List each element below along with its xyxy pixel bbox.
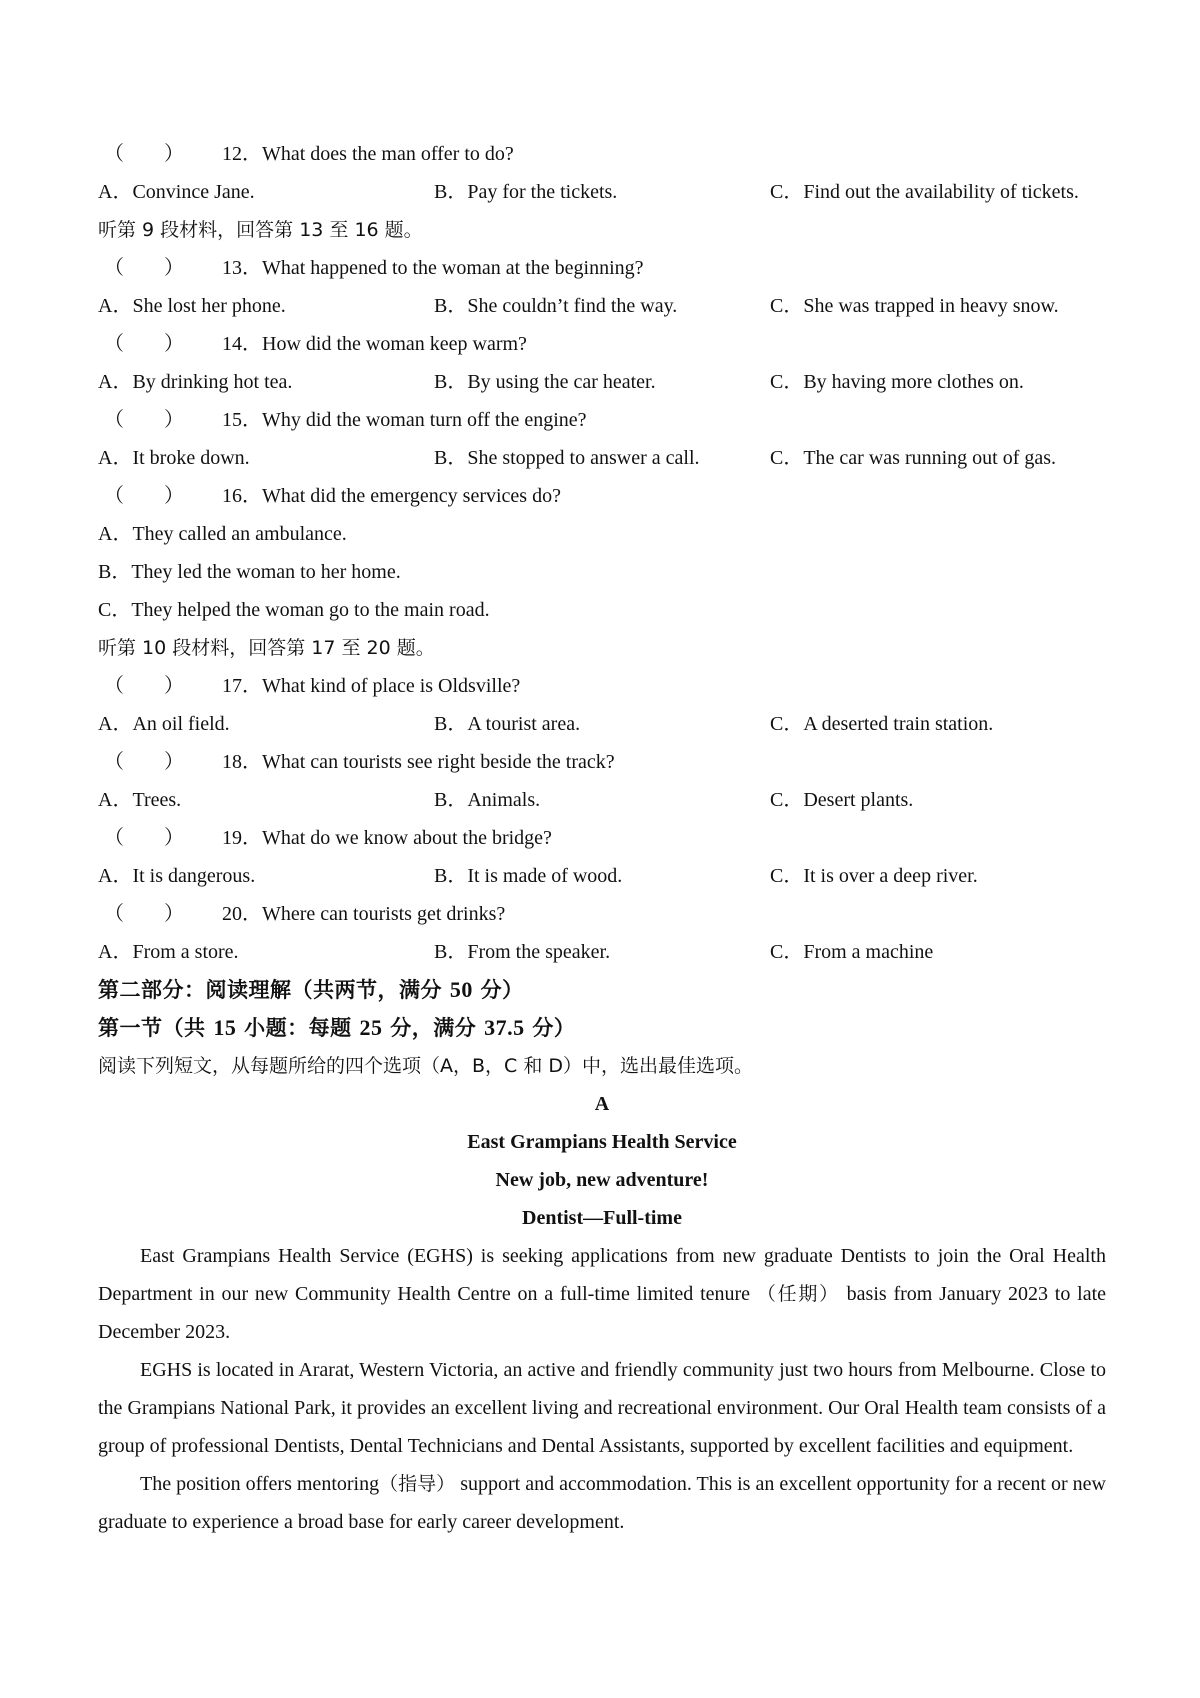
- option-b[interactable]: B．They led the woman to her home.: [98, 561, 401, 583]
- option-a[interactable]: A．They called an ambulance.: [98, 523, 347, 545]
- question-stem: 20．Where can tourists get drinks?: [222, 903, 506, 925]
- heading-text: 分）: [524, 1016, 576, 1040]
- option-c[interactable]: C．By having more clothes on.: [770, 371, 1024, 393]
- question-stem: 19．What do we know about the bridge?: [222, 827, 552, 849]
- gloss: （指导）: [379, 1473, 456, 1495]
- option-a[interactable]: A．By drinking hot tea.: [98, 371, 293, 393]
- option-b[interactable]: B．A tourist area.: [434, 713, 581, 735]
- option-c[interactable]: C．From a machine: [770, 941, 934, 963]
- question-stem: 14．How did the woman keep warm?: [222, 333, 527, 355]
- paragraph-text: East Grampians Health Service (EGHS) is seeking applications from new graduate Dentists to join the Oral Health Department in our new Community Health Centre on a full-time limited tenure: [98, 1245, 1106, 1305]
- question-12: [98, 135, 1106, 173]
- section-10-instruction: 听第 10 段材料，回答第 17 至 20 题。: [98, 637, 435, 659]
- heading-text: 第二部分：阅读理解（共两节，满分: [98, 978, 450, 1002]
- options-12: [98, 173, 1106, 211]
- option-b[interactable]: B．From the speaker.: [434, 941, 611, 963]
- gloss: （任期）: [756, 1283, 840, 1305]
- question-19: [98, 819, 1106, 857]
- question-stem: 15．Why did the woman turn off the engine?: [222, 409, 587, 431]
- answer-blank[interactable]: （ ）: [104, 333, 184, 355]
- option-a[interactable]: A．An oil field.: [98, 713, 230, 735]
- answer-blank[interactable]: （ ）: [104, 675, 184, 697]
- option-c[interactable]: C．They helped the woman go to the main road.: [98, 599, 490, 621]
- option-c[interactable]: C．The car was running out of gas.: [770, 447, 1057, 469]
- heading-text: 分）: [472, 978, 524, 1002]
- question-stem: 17．What kind of place is Oldsville?: [222, 675, 521, 697]
- question-20: [98, 895, 1106, 933]
- question-14: [98, 325, 1106, 363]
- option-c[interactable]: C．A deserted train station.: [770, 713, 994, 735]
- question-18: [98, 743, 1106, 781]
- paragraph-text: basis from January 2023 to late December 2023.: [98, 1283, 1107, 1343]
- part-two-heading: [98, 971, 1106, 1009]
- answer-blank[interactable]: （ ）: [104, 751, 184, 773]
- option-a[interactable]: A．Trees.: [98, 789, 182, 811]
- passage-subtitle: New job, new adventure!: [495, 1169, 709, 1191]
- answer-blank[interactable]: （ ）: [104, 485, 184, 507]
- heading-number: 37.5: [484, 1015, 525, 1040]
- question-stem: 18．What can tourists see right beside the track?: [222, 751, 615, 773]
- section-9-instruction: 听第 9 段材料，回答第 13 至 16 题。: [98, 219, 423, 241]
- option-a[interactable]: A．Convince Jane.: [98, 181, 255, 203]
- reading-instruction: 阅读下列短文，从每题所给的四个选项（A，B，C 和 D）中，选出最佳选项。: [98, 1055, 754, 1077]
- option-c[interactable]: C．Desert plants.: [770, 789, 914, 811]
- option-a[interactable]: A．From a store.: [98, 941, 239, 963]
- options-18: [98, 781, 1106, 819]
- options-17: [98, 705, 1106, 743]
- options-19: [98, 857, 1106, 895]
- paragraph-text: The position offers mentoring: [140, 1473, 380, 1495]
- question-15: [98, 401, 1106, 439]
- heading-number: 50: [449, 977, 473, 1002]
- option-b[interactable]: B．She stopped to answer a call.: [434, 447, 700, 469]
- heading-number: 25: [359, 1015, 383, 1040]
- option-a[interactable]: A．She lost her phone.: [98, 295, 286, 317]
- option-b[interactable]: B．She couldn’t find the way.: [434, 295, 678, 317]
- answer-blank[interactable]: （ ）: [104, 903, 184, 925]
- options-20: [98, 933, 1106, 971]
- exam-page: [98, 135, 1106, 1541]
- section-one-heading: [98, 1009, 1106, 1047]
- passage-paragraph-1: [98, 1237, 1106, 1351]
- option-b[interactable]: B．Animals.: [434, 789, 541, 811]
- answer-blank[interactable]: （ ）: [104, 257, 184, 279]
- options-14: [98, 363, 1106, 401]
- option-c[interactable]: C．She was trapped in heavy snow.: [770, 295, 1059, 317]
- question-13: [98, 249, 1106, 287]
- option-b[interactable]: B．By using the car heater.: [434, 371, 656, 393]
- question-16: [98, 477, 1106, 515]
- options-15: [98, 439, 1106, 477]
- heading-text: 分，满分: [382, 1016, 485, 1040]
- option-b[interactable]: B．It is made of wood.: [434, 865, 623, 887]
- question-stem: 13．What happened to the woman at the beginning?: [222, 257, 644, 279]
- options-13: [98, 287, 1106, 325]
- answer-blank[interactable]: （ ）: [104, 827, 184, 849]
- question-17: [98, 667, 1106, 705]
- option-a[interactable]: A．It broke down.: [98, 447, 250, 469]
- answer-blank[interactable]: （ ）: [104, 143, 184, 165]
- heading-text: 第一节（共: [98, 1016, 214, 1040]
- option-c[interactable]: C．It is over a deep river.: [770, 865, 978, 887]
- question-stem: 16．What did the emergency services do?: [222, 485, 561, 507]
- heading-text: 小题：每题: [236, 1016, 360, 1040]
- passage-paragraph-2: EGHS is located in Ararat, Western Victoria, an active and friendly community just two hours from Melbourne. Close to the Grampians National Park, it provides an excellent living and recreational environment. Our Oral Health team consists of a group of professional Dentists, Dental Technicians and Dental Assistants, supported by excellent facilities and equipment.: [98, 1359, 1106, 1457]
- heading-number: 15: [213, 1015, 237, 1040]
- paragraph-text: support and accommodation. This is an excellent opportunity for a recent or new graduate to experience a broad base for early career development.: [98, 1473, 1106, 1533]
- passage-paragraph-3: [98, 1465, 1106, 1541]
- option-c[interactable]: C．Find out the availability of tickets.: [770, 181, 1079, 203]
- passage-position: Dentist—Full-time: [522, 1207, 682, 1229]
- option-a[interactable]: A．It is dangerous.: [98, 865, 256, 887]
- answer-blank[interactable]: （ ）: [104, 409, 184, 431]
- option-b[interactable]: B．Pay for the tickets.: [434, 181, 618, 203]
- passage-title: East Grampians Health Service: [467, 1131, 737, 1153]
- question-stem: 12．What does the man offer to do?: [222, 143, 514, 165]
- passage-letter: A: [594, 1093, 610, 1115]
